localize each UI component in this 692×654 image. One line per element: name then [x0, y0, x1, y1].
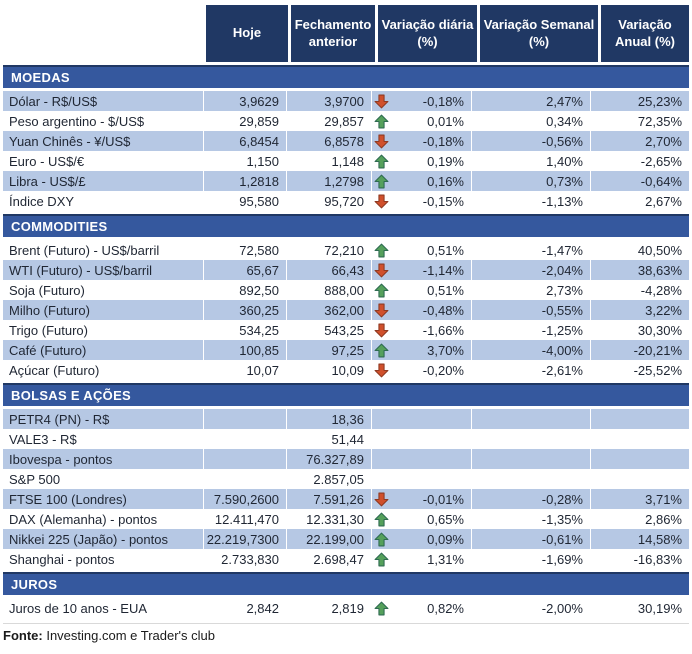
- variacao-diaria-cell: [372, 191, 471, 211]
- table-row: [3, 280, 689, 300]
- variacao-anual-value: 2,67%: [591, 191, 689, 211]
- fechamento-anterior-value: 3,9700: [287, 91, 371, 111]
- hoje-value: [204, 469, 286, 489]
- variacao-diaria-value: -1,66%: [422, 322, 464, 338]
- variacao-diaria-value: -0,18%: [422, 93, 464, 109]
- row-label: Peso argentino - $/US$: [3, 111, 203, 131]
- variacao-diaria-value: 1,31%: [427, 551, 464, 567]
- variacao-diaria-value: 0,82%: [427, 600, 464, 616]
- hoje-value: 1,150: [204, 151, 286, 171]
- hoje-value: 95,580: [204, 191, 286, 211]
- table-row: [3, 429, 689, 449]
- table-row: [3, 598, 689, 618]
- table-row: [3, 509, 689, 529]
- table-row: [3, 91, 689, 111]
- variacao-anual-value: 2,70%: [591, 131, 689, 151]
- row-label: Juros de 10 anos - EUA: [3, 598, 203, 618]
- hoje-value: [204, 449, 286, 469]
- variacao-semanal-value: -4,00%: [472, 340, 590, 360]
- hoje-value: 892,50: [204, 280, 286, 300]
- variacao-semanal-value: -1,25%: [472, 320, 590, 340]
- variacao-semanal-value: -0,28%: [472, 489, 590, 509]
- hoje-value: 2.733,830: [204, 549, 286, 569]
- hoje-value: 72,580: [204, 240, 286, 260]
- variacao-diaria-value: 0,65%: [427, 511, 464, 527]
- arrow-up-icon: [374, 512, 389, 527]
- row-label: Shanghai - pontos: [3, 549, 203, 569]
- variacao-diaria-cell: [372, 529, 471, 549]
- variacao-diaria-cell: [372, 131, 471, 151]
- arrow-down-icon: [374, 194, 389, 209]
- fechamento-anterior-value: 362,00: [287, 300, 371, 320]
- fechamento-anterior-value: 1,148: [287, 151, 371, 171]
- table-row: [3, 549, 689, 569]
- variacao-diaria-cell: [372, 598, 471, 618]
- arrow-up-icon: [374, 283, 389, 298]
- variacao-diaria-cell: [372, 91, 471, 111]
- variacao-anual-value: 38,63%: [591, 260, 689, 280]
- hoje-value: 534,25: [204, 320, 286, 340]
- variacao-semanal-value: -0,55%: [472, 300, 590, 320]
- section-header-bolsas-e-a-es: BOLSAS E AÇÕES: [3, 383, 689, 406]
- table-row: [3, 449, 689, 469]
- table-row: [3, 171, 689, 191]
- variacao-anual-value: [591, 409, 689, 429]
- variacao-diaria-value: -0,48%: [422, 302, 464, 318]
- fechamento-anterior-value: 2,819: [287, 598, 371, 618]
- fechamento-anterior-value: 2.698,47: [287, 549, 371, 569]
- fechamento-anterior-value: 22.199,00: [287, 529, 371, 549]
- row-label: PETR4 (PN) - R$: [3, 409, 203, 429]
- variacao-diaria-cell: [372, 409, 471, 429]
- arrow-up-icon: [374, 243, 389, 258]
- variacao-anual-value: 72,35%: [591, 111, 689, 131]
- hoje-value: 10,07: [204, 360, 286, 380]
- hoje-value: [204, 429, 286, 449]
- variacao-semanal-value: -1,47%: [472, 240, 590, 260]
- hoje-value: 22.219,7300: [204, 529, 286, 549]
- fechamento-anterior-value: 18,36: [287, 409, 371, 429]
- arrow-down-icon: [374, 363, 389, 378]
- row-label: Dólar - R$/US$: [3, 91, 203, 111]
- fechamento-anterior-value: 29,857: [287, 111, 371, 131]
- hoje-value: 7.590,2600: [204, 489, 286, 509]
- variacao-diaria-value: 0,01%: [427, 113, 464, 129]
- table-row: [3, 489, 689, 509]
- variacao-semanal-value: -1,13%: [472, 191, 590, 211]
- table-body: [3, 65, 689, 618]
- variacao-anual-value: 25,23%: [591, 91, 689, 111]
- hoje-value: 3,9629: [204, 91, 286, 111]
- variacao-semanal-value: 1,40%: [472, 151, 590, 171]
- table-row: [3, 260, 689, 280]
- variacao-diaria-cell: [372, 429, 471, 449]
- row-label: WTI (Futuro) - US$/barril: [3, 260, 203, 280]
- financial-table: [3, 5, 689, 618]
- row-label: Brent (Futuro) - US$/barril: [3, 240, 203, 260]
- variacao-diaria-cell: [372, 111, 471, 131]
- variacao-anual-value: 2,86%: [591, 509, 689, 529]
- variacao-diaria-cell: [372, 549, 471, 569]
- variacao-anual-value: -25,52%: [591, 360, 689, 380]
- row-label: VALE3 - R$: [3, 429, 203, 449]
- variacao-anual-value: 30,30%: [591, 320, 689, 340]
- variacao-diaria-value: -1,14%: [422, 262, 464, 278]
- variacao-semanal-value: -0,56%: [472, 131, 590, 151]
- variacao-diaria-cell: [372, 240, 471, 260]
- variacao-semanal-value: [472, 409, 590, 429]
- variacao-diaria-cell: [372, 489, 471, 509]
- fechamento-anterior-value: 95,720: [287, 191, 371, 211]
- variacao-semanal-value: -0,61%: [472, 529, 590, 549]
- variacao-diaria-cell: [372, 449, 471, 469]
- variacao-diaria-value: 0,51%: [427, 282, 464, 298]
- variacao-diaria-value: 0,16%: [427, 173, 464, 189]
- variacao-anual-value: -4,28%: [591, 280, 689, 300]
- row-label: S&P 500: [3, 469, 203, 489]
- variacao-semanal-value: 0,73%: [472, 171, 590, 191]
- hoje-value: 1,2818: [204, 171, 286, 191]
- fechamento-anterior-value: 2.857,05: [287, 469, 371, 489]
- source-note: [3, 623, 689, 643]
- fechamento-anterior-value: 543,25: [287, 320, 371, 340]
- variacao-anual-value: 30,19%: [591, 598, 689, 618]
- table-row: [3, 240, 689, 260]
- row-label: Nikkei 225 (Japão) - pontos: [3, 529, 203, 549]
- arrow-down-icon: [374, 134, 389, 149]
- row-label: Índice DXY: [3, 191, 203, 211]
- variacao-semanal-value: 0,34%: [472, 111, 590, 131]
- table-row: [3, 131, 689, 151]
- variacao-diaria-value: -0,15%: [422, 193, 464, 209]
- column-header-hoje: Hoje: [206, 5, 288, 62]
- variacao-diaria-cell: [372, 151, 471, 171]
- variacao-anual-value: -16,83%: [591, 549, 689, 569]
- variacao-semanal-value: 2,73%: [472, 280, 590, 300]
- table-row: [3, 409, 689, 429]
- variacao-diaria-cell: [372, 260, 471, 280]
- variacao-anual-value: [591, 469, 689, 489]
- fechamento-anterior-value: 72,210: [287, 240, 371, 260]
- table-row: [3, 320, 689, 340]
- variacao-anual-value: -20,21%: [591, 340, 689, 360]
- variacao-anual-value: -0,64%: [591, 171, 689, 191]
- hoje-value: 6,8454: [204, 131, 286, 151]
- row-label: Soja (Futuro): [3, 280, 203, 300]
- fechamento-anterior-value: 10,09: [287, 360, 371, 380]
- variacao-anual-value: [591, 429, 689, 449]
- row-label: Açúcar (Futuro): [3, 360, 203, 380]
- variacao-anual-value: [591, 449, 689, 469]
- arrow-down-icon: [374, 263, 389, 278]
- variacao-semanal-value: 2,47%: [472, 91, 590, 111]
- hoje-value: 12.411,470: [204, 509, 286, 529]
- column-header-variacao-semanal: Variação Semanal (%): [480, 5, 598, 62]
- variacao-diaria-cell: [372, 280, 471, 300]
- arrow-down-icon: [374, 492, 389, 507]
- variacao-semanal-value: -1,35%: [472, 509, 590, 529]
- row-label: Euro - US$/€: [3, 151, 203, 171]
- column-header-variacao-diaria: Variação diária (%): [378, 5, 477, 62]
- fechamento-anterior-value: 7.591,26: [287, 489, 371, 509]
- table-row: [3, 111, 689, 131]
- hoje-value: 100,85: [204, 340, 286, 360]
- variacao-anual-value: 3,22%: [591, 300, 689, 320]
- table-row: [3, 300, 689, 320]
- variacao-diaria-cell: [372, 171, 471, 191]
- variacao-diaria-cell: [372, 300, 471, 320]
- variacao-diaria-value: -0,18%: [422, 133, 464, 149]
- arrow-up-icon: [374, 552, 389, 567]
- variacao-diaria-cell: [372, 509, 471, 529]
- table-row: [3, 340, 689, 360]
- hoje-value: 2,842: [204, 598, 286, 618]
- arrow-up-icon: [374, 114, 389, 129]
- variacao-semanal-value: [472, 449, 590, 469]
- source-text: Investing.com e Trader's club: [42, 628, 216, 643]
- table-header-row: [3, 5, 689, 62]
- section-header-commodities: COMMODITIES: [3, 214, 689, 237]
- fechamento-anterior-value: 66,43: [287, 260, 371, 280]
- fechamento-anterior-value: 97,25: [287, 340, 371, 360]
- variacao-diaria-cell: [372, 320, 471, 340]
- variacao-semanal-value: [472, 469, 590, 489]
- table-row: [3, 469, 689, 489]
- row-label: FTSE 100 (Londres): [3, 489, 203, 509]
- hoje-value: [204, 409, 286, 429]
- arrow-down-icon: [374, 94, 389, 109]
- arrow-up-icon: [374, 343, 389, 358]
- variacao-semanal-value: -2,04%: [472, 260, 590, 280]
- arrow-up-icon: [374, 532, 389, 547]
- variacao-diaria-value: 3,70%: [427, 342, 464, 358]
- row-label: Yuan Chinês - ¥/US$: [3, 131, 203, 151]
- variacao-diaria-value: 0,51%: [427, 242, 464, 258]
- fechamento-anterior-value: 51,44: [287, 429, 371, 449]
- hoje-value: 65,67: [204, 260, 286, 280]
- fechamento-anterior-value: 12.331,30: [287, 509, 371, 529]
- variacao-anual-value: 3,71%: [591, 489, 689, 509]
- column-header-fechamento-anterior: Fechamento anterior: [291, 5, 375, 62]
- table-row: [3, 529, 689, 549]
- arrow-down-icon: [374, 303, 389, 318]
- row-label: Trigo (Futuro): [3, 320, 203, 340]
- section-header-juros: JUROS: [3, 572, 689, 595]
- variacao-anual-value: 40,50%: [591, 240, 689, 260]
- variacao-diaria-cell: [372, 340, 471, 360]
- arrow-up-icon: [374, 174, 389, 189]
- variacao-semanal-value: -2,00%: [472, 598, 590, 618]
- arrow-up-icon: [374, 601, 389, 616]
- fechamento-anterior-value: 76.327,89: [287, 449, 371, 469]
- arrow-up-icon: [374, 154, 389, 169]
- variacao-diaria-cell: [372, 469, 471, 489]
- variacao-diaria-value: 0,19%: [427, 153, 464, 169]
- header-spacer: [3, 5, 203, 62]
- variacao-diaria-cell: [372, 360, 471, 380]
- fechamento-anterior-value: 1,2798: [287, 171, 371, 191]
- arrow-down-icon: [374, 323, 389, 338]
- variacao-semanal-value: -2,61%: [472, 360, 590, 380]
- row-label: DAX (Alemanha) - pontos: [3, 509, 203, 529]
- variacao-semanal-value: [472, 429, 590, 449]
- fechamento-anterior-value: 888,00: [287, 280, 371, 300]
- variacao-anual-value: -2,65%: [591, 151, 689, 171]
- variacao-anual-value: 14,58%: [591, 529, 689, 549]
- source-label: Fonte:: [3, 628, 43, 643]
- row-label: Café (Futuro): [3, 340, 203, 360]
- column-header-variacao-anual: Variação Anual (%): [601, 5, 689, 62]
- hoje-value: 29,859: [204, 111, 286, 131]
- variacao-diaria-value: -0,20%: [422, 362, 464, 378]
- row-label: Ibovespa - pontos: [3, 449, 203, 469]
- hoje-value: 360,25: [204, 300, 286, 320]
- table-row: [3, 151, 689, 171]
- fechamento-anterior-value: 6,8578: [287, 131, 371, 151]
- section-header-moedas: MOEDAS: [3, 65, 689, 88]
- variacao-semanal-value: -1,69%: [472, 549, 590, 569]
- row-label: Milho (Futuro): [3, 300, 203, 320]
- table-row: [3, 191, 689, 211]
- table-row: [3, 360, 689, 380]
- row-label: Libra - US$/£: [3, 171, 203, 191]
- variacao-diaria-value: -0,01%: [422, 491, 464, 507]
- variacao-diaria-value: 0,09%: [427, 531, 464, 547]
